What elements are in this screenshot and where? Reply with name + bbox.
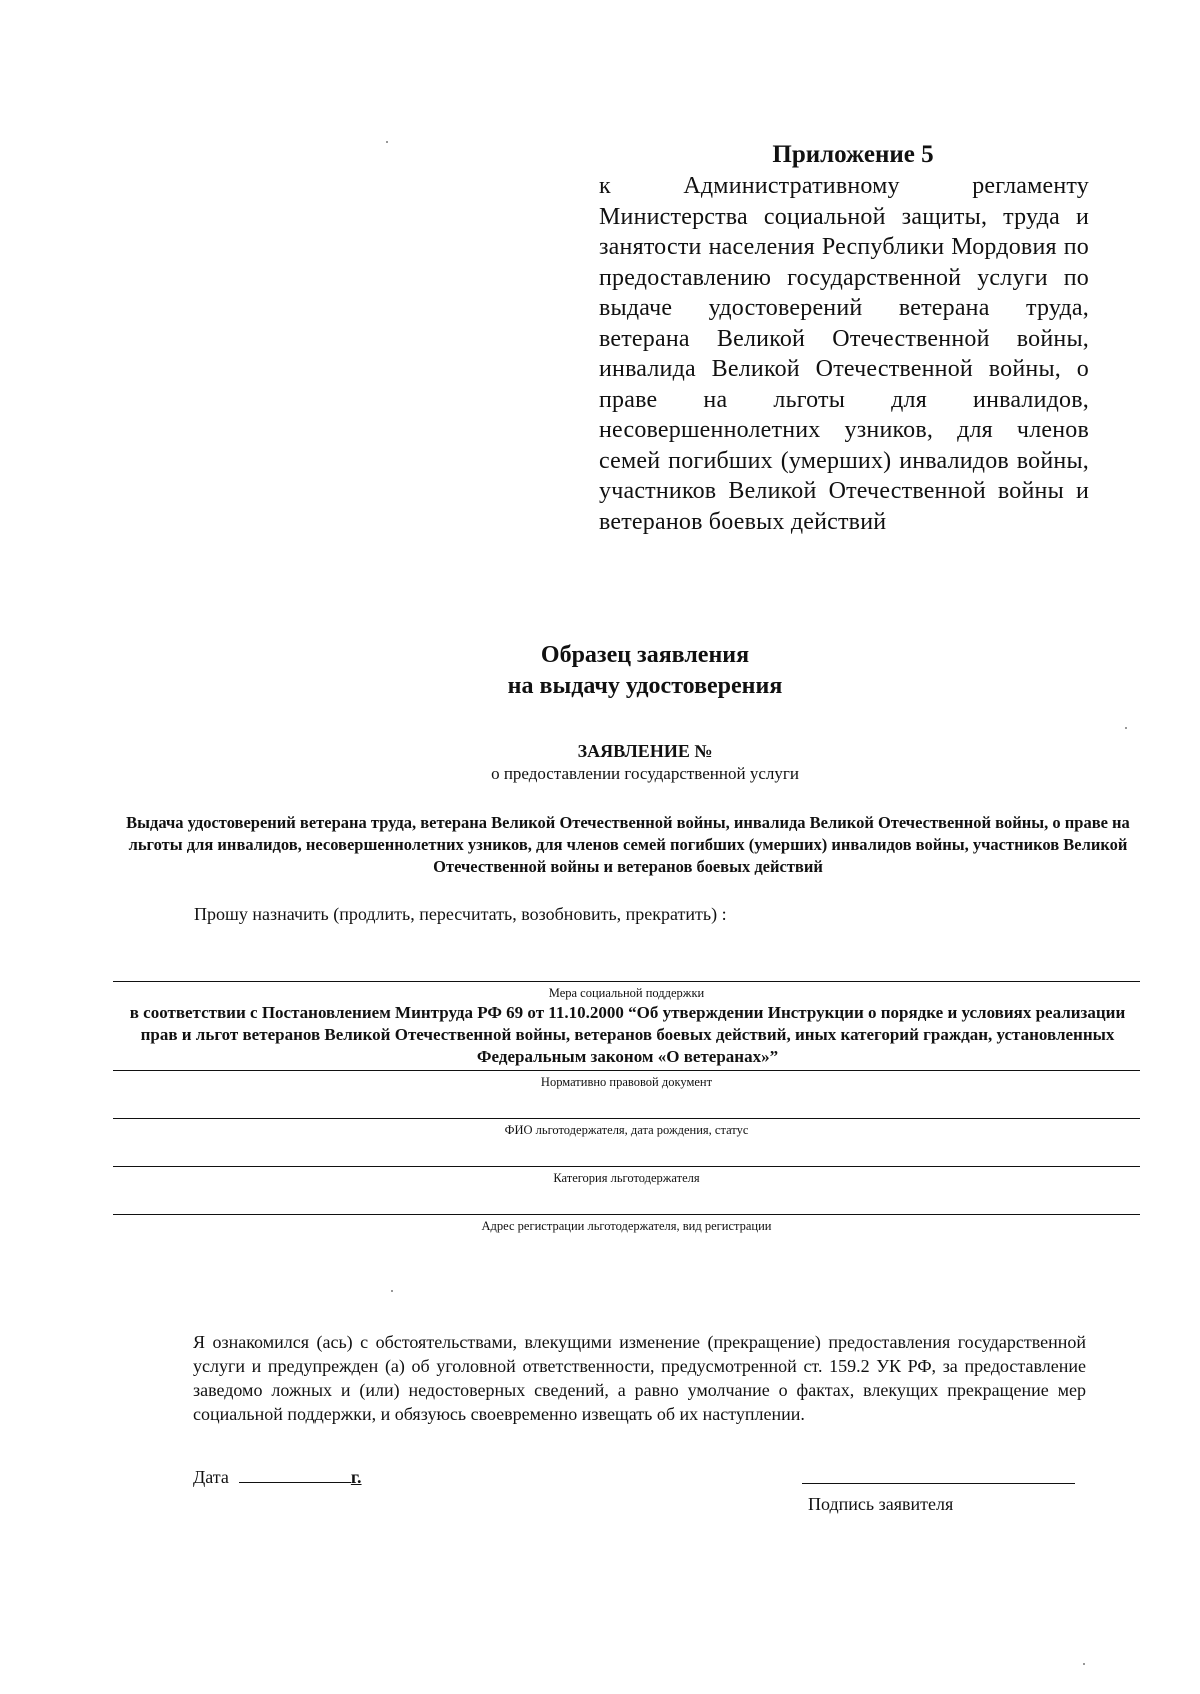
address-caption: Адрес регистрации льготодержателя, вид регистрации (481, 1219, 772, 1233)
acknowledgement-text: Я ознакомился (ась) с обстоятельствами, влекущими изменение (прекращение) предоставления государственной услуги и предупрежден (а) об уголовной ответственности, предусмотренной ст. 159.2 УК РФ, за предоставление заведомо ложных и (или) недостоверных сведений, а равно умолчание о фактах, влекущих прекращение мер социальной поддержки, и обязуюсь своевременно извещать об их наступлении. (193, 1332, 1086, 1424)
sample-title-line-1: Образец заявления (540, 642, 750, 668)
holder-line (113, 1118, 1140, 1119)
legal-document-line (113, 1070, 1140, 1071)
application-heading: ЗАЯВЛЕНИЕ № (577, 741, 713, 761)
support-measure-caption: Мера социальной поддержки (548, 986, 705, 1000)
annex-description: к Административному регламенту Министерства социальной защиты, труда и занятости населения Республики Мордовия по предоставлению государственной услуги по выдаче удостоверений ветерана труда, ветерана Великой Отечественной войны, инвалида Великой Отечественной войны, о праве на льготы для инвалидов, несовершеннолетних узников, для членов семей погибших (умерших) инвалидов войны, участников Великой Отечественной войны и ветеранов боевых действий (599, 173, 1089, 535)
date-field (193, 1465, 362, 1489)
date-year-suffix: г. (350, 1467, 362, 1487)
annex-header (599, 140, 1089, 537)
legal-document-caption: Нормативно правовой документ (540, 1075, 713, 1089)
category-line (113, 1166, 1140, 1167)
application-subheading: о предоставлении государственной услуги (491, 764, 799, 783)
signature-line (802, 1483, 1075, 1484)
scan-speck (391, 1290, 393, 1292)
scan-speck (386, 141, 388, 143)
signature-caption: Подпись заявителя (808, 1494, 954, 1514)
legal-document-value: в соответствии с Постановлением Минтруда РФ 69 от 11.10.2000 “Об утверждении Инструкции о порядке и условиях реализации прав и льгот ветеранов Великой Отечественной войны, ветеранов боевых действий, иных категорий граждан, установленных Федеральным законом «О ветеранах»” (129, 1003, 1126, 1066)
date-label: Дата (193, 1467, 229, 1487)
address-line (113, 1214, 1140, 1215)
date-blank-line (239, 1466, 351, 1483)
sample-title (0, 640, 1200, 702)
request-text: Прошу назначить (продлить, пересчитать, возобновить, прекратить) : (194, 904, 727, 924)
support-measure-line (113, 981, 1140, 982)
annex-title: Приложение 5 (772, 141, 934, 168)
scan-speck (1125, 727, 1127, 729)
service-description: Выдача удостоверений ветерана труда, ветерана Великой Отечественной войны, инвалида Великой Отечественной войны, о праве на льготы для инвалидов, несовершеннолетних узников, для членов семей погибших (умерших) инвалидов войны, участников Великой Отечественной войны и ветеранов боевых действий (126, 813, 1130, 876)
holder-caption: ФИО льготодержателя, дата рождения, статус (504, 1123, 749, 1137)
scan-speck (1083, 1663, 1085, 1665)
category-caption: Категория льготодержателя (553, 1171, 700, 1185)
sample-title-line-2: на выдачу удостоверения (507, 673, 783, 699)
